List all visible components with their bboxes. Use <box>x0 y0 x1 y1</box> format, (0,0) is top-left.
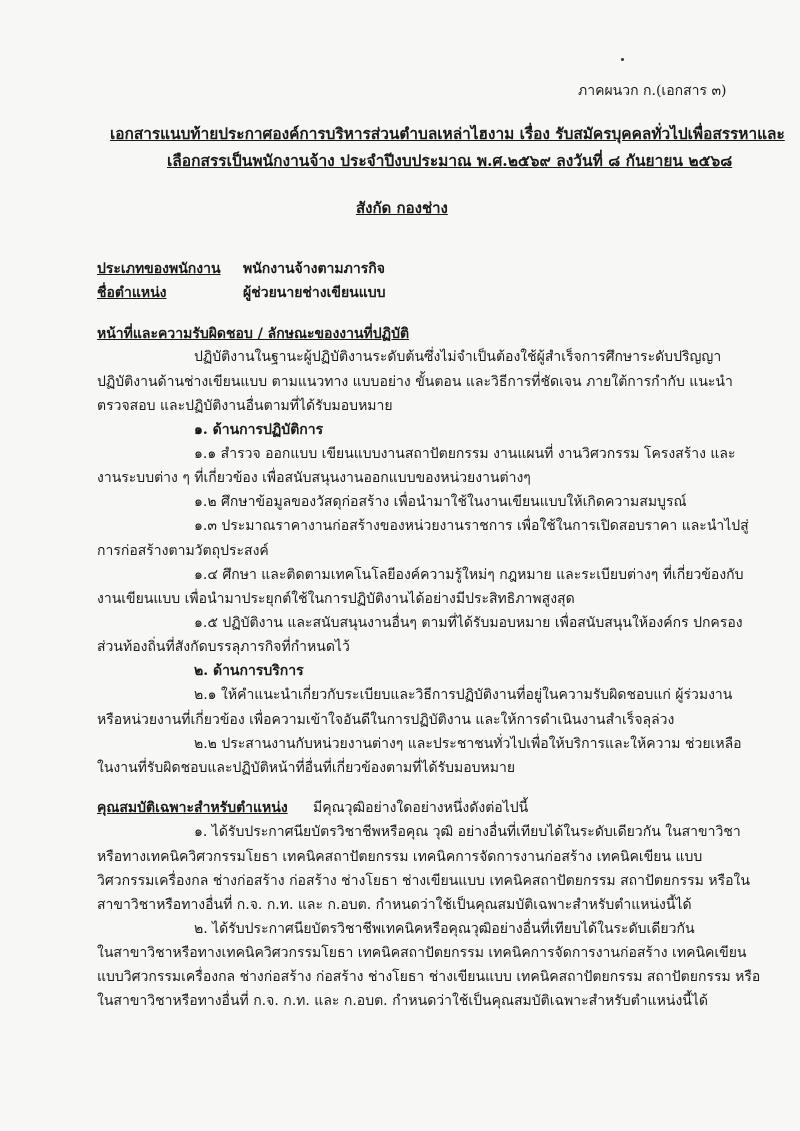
division-label: สังกัด กองช่าง <box>356 199 448 217</box>
qualifications-heading: คุณสมบัติเฉพาะสำหรับตำแหน่ง <box>97 800 288 816</box>
position-type-label: ประเภทของพนักงาน <box>97 261 221 277</box>
operations-line: ๑.๓ ประมาณราคางานก่อสร้างของหน่วยงานราชการ เพื่อใช้ในการเปิดสอบราคา และนำไปสู่ <box>194 518 749 534</box>
annex-label: ภาคผนวก ก.(เอกสาร ๓) <box>578 83 727 99</box>
position-name-label: ชื่อตำแหน่ง <box>97 285 167 301</box>
qualification-line: แบบวิศวกรรมเครื่องกล ช่างก่อสร้าง ก่อสร้าง ช่างโยธา ช่างเขียนแบบ เทคนิคสถาปัตยกรรม สถาปัตยกรรม หรือ <box>97 969 761 985</box>
service-line: ในงานที่รับผิดชอบและปฏิบัติหน้าที่อื่นที่เกี่ยวข้องตามที่ได้รับมอบหมาย <box>97 760 516 776</box>
service-line: ๒.๒ ประสานงานกับหน่วยงานต่างๆ และประชาชนทั่วไปเพื่อให้บริการและให้ความ ช่วยเหลือ <box>194 736 742 752</box>
qualification-line: หรือทางเทคนิควิศวกรรมโยธา เทคนิคสถาปัตยกรรม เทคนิคการจัดการงานก่อสร้าง เทคนิคเขียน แบบ <box>97 849 703 865</box>
qualification-line: ในสาขาวิชาหรือทางอื่นที่ ก.จ. ก.ท. และ ก.อบต. กำหนดว่าใช้เป็นคุณสมบัติเฉพาะสำหรับตำแหน่งนี้ได้ <box>97 993 709 1009</box>
duties-intro-line: ตรวจสอบ และปฏิบัติงานอื่นตามที่ได้รับมอบหมาย <box>97 398 393 414</box>
service-line: ๒.๑ ให้คำแนะนำเกี่ยวกับระเบียบและวิธีการปฏิบัติงานที่อยู่ในความรับผิดชอบแก่ ผู้ร่วมงาน <box>194 687 733 703</box>
duties-intro-line: ปฏิบัติงานในฐานะผู้ปฏิบัติงานระดับต้นซึ่งไม่จำเป็นต้องใช้ผู้สำเร็จการศึกษาระดับปริญญา <box>194 349 722 365</box>
position-type-value: พนักงานจ้างตามภารกิจ <box>243 261 385 277</box>
operations-line: ๑.๕ ปฏิบัติงาน และสนับสนุนงานอื่นๆ ตามที่ได้รับมอบหมาย เพื่อสนับสนุนให้องค์กร ปกครอง <box>194 615 743 631</box>
qualification-line: ในสาขาวิชาหรือทางเทคนิควิศวกรรมโยธา เทคนิคสถาปัตยกรรม เทคนิคการจัดการงานก่อสร้าง เทคนิคเขียน <box>97 945 747 961</box>
position-name-value: ผู้ช่วยนายช่างเขียนแบบ <box>243 285 386 301</box>
qualification-line: สาขาวิชาหรือทางอื่นที่ ก.จ. ก.ท. และ ก.อบต. กำหนดว่าใช้เป็นคุณสมบัติเฉพาะสำหรับตำแหน่งนี้ได้ <box>97 897 692 913</box>
service-heading: ๒. ด้านการบริการ <box>194 663 304 679</box>
operations-heading: ๑. ด้านการปฏิบัติการ <box>194 422 324 438</box>
operations-line: ส่วนท้องถิ่นที่สังกัดบรรลุภารกิจที่กำหนดไว้ <box>97 639 350 655</box>
qualification-line: ๑. ได้รับประกาศนียบัตรวิชาชีพหรือคุณ วุฒิ อย่างอื่นที่เทียบได้ในระดับเดียวกัน ในสาขาวิชา <box>194 824 741 840</box>
duties-intro-line: ปฏิบัติงานด้านช่างเขียนแบบ ตามแนวทาง แบบอย่าง ขั้นตอน และวิธีการที่ชัดเจน ภายใต้การกำกับ แนะนำ <box>97 374 733 390</box>
doc-title-line-1: เอกสารแนบท้ายประกาศองค์การบริหารส่วนตำบลเหล่าไฮงาม เรื่อง รับสมัครบุคคลทั่วไปเพื่อสรรหาและ <box>110 125 785 143</box>
qualification-line: ๒. ได้รับประกาศนียบัตรวิชาชีพเทคนิคหรือคุณวุฒิอย่างอื่นที่เทียบได้ในระดับเดียวกัน <box>194 921 695 937</box>
qualifications-heading-tail: มีคุณวุฒิอย่างใดอย่างหนึ่งดังต่อไปนี้ <box>313 800 529 816</box>
doc-title-line-2: เลือกสรรเป็นพนักงานจ้าง ประจำปีงบประมาณ พ.ศ.๒๕๖๙ ลงวันที่ ๘ กันยายน ๒๕๖๘ <box>167 151 733 170</box>
operations-line: ๑.๒ ศึกษาข้อมูลของวัสดุก่อสร้าง เพื่อนำมาใช้ในงานเขียนแบบให้เกิดความสมบูรณ์ <box>194 494 687 510</box>
operations-line: การก่อสร้างตามวัตถุประสงค์ <box>97 543 269 559</box>
operations-line: งานระบบต่าง ๆ ที่เกี่ยวข้อง เพื่อสนับสนุนงานออกแบบของหน่วยงานต่างๆ <box>97 470 531 486</box>
operations-line: ๑.๔ ศึกษา และติดตามเทคโนโลยีองค์ความรู้ใหม่ๆ กฎหมาย และระเบียบต่างๆ ที่เกี่ยวข้องกับ <box>194 567 744 583</box>
operations-line: งานเขียนแบบ เพื่อนำมาประยุกต์ใช้ในการปฏิบัติงานได้อย่างมีประสิทธิภาพสูงสุด <box>97 591 575 607</box>
qualification-line: วิศวกรรมเครื่องกล ช่างก่อสร้าง ก่อสร้าง ช่างโยธา ช่างเขียนแบบ เทคนิคสถาปัตยกรรม สถาปัตยกรรม หรือใน <box>97 873 750 889</box>
duties-heading: หน้าที่และความรับผิดชอบ / ลักษณะของงานที่ปฏิบัติ <box>97 326 410 342</box>
speck-mark <box>621 58 624 61</box>
operations-line: ๑.๑ สำรวจ ออกแบบ เขียนแบบงานสถาปัตยกรรม งานแผนที่ งานวิศวกรรม โครงสร้าง และ <box>194 446 736 462</box>
service-line: หรือหน่วยงานที่เกี่ยวข้อง เพื่อความเข้าใจอันดีในการปฏิบัติงาน และให้การดำเนินงานสำเร็จลุล่วง <box>97 712 675 728</box>
